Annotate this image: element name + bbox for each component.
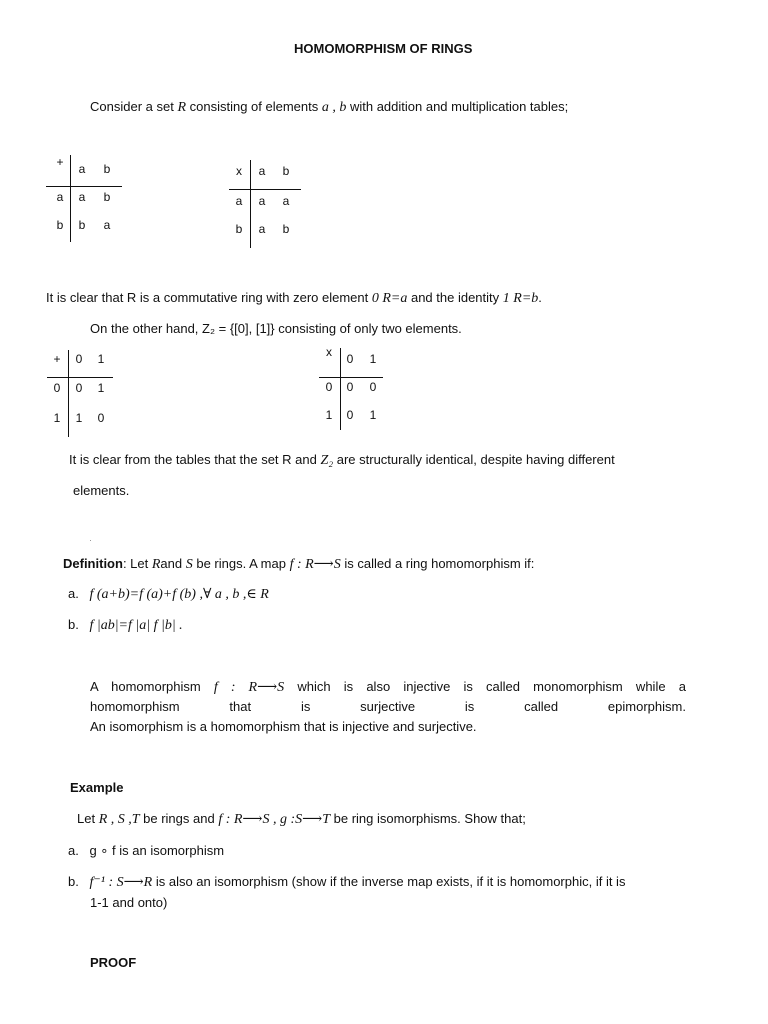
- table-cell: 1: [369, 408, 377, 422]
- table-col-header: 1: [369, 352, 377, 366]
- table-divider: [319, 377, 383, 378]
- table-cell: 0: [75, 381, 83, 395]
- example-heading: Example: [70, 780, 124, 795]
- table-cell: a: [78, 190, 86, 204]
- table-cell: a: [282, 194, 290, 208]
- list-item: a. f (a+b)=f (a)+f (b) ,∀ a , b ,∈ R: [68, 586, 269, 602]
- z2-statement: On the other hand, Z₂ = {[0], [1]} consisting of only two elements.: [90, 321, 462, 336]
- table-divider: [229, 189, 301, 190]
- table-cell: a: [103, 218, 111, 232]
- table-op-symbol: x: [326, 345, 332, 359]
- table-divider: [70, 155, 71, 242]
- table-cell: 1: [75, 411, 83, 425]
- identical-statement-line2: elements.: [73, 483, 130, 498]
- table-row-label: 1: [53, 411, 61, 425]
- table-col-header: a: [78, 162, 86, 176]
- table-cell: 1: [97, 381, 105, 395]
- definition-label: Definition: [63, 556, 123, 571]
- table-cell: 0: [97, 411, 105, 425]
- identical-statement-line1: It is clear from the tables that the set R and Z₂ are structurally identical, despite having different: [69, 452, 615, 468]
- table-cell: a: [258, 222, 266, 236]
- table-row-label: 0: [53, 381, 61, 395]
- table-row-label: 1: [325, 408, 333, 422]
- table-col-header: b: [103, 162, 111, 176]
- page-title: HOMOMORPHISM OF RINGS: [294, 41, 473, 56]
- table-row-label: b: [235, 222, 243, 236]
- table-divider: [46, 186, 122, 187]
- list-item: b. f |ab|=f |a| f |b| .: [68, 617, 183, 633]
- monomorphism-line1: A homomorphism f : R⟶S which is also injective is called monomorphism while a: [90, 679, 686, 695]
- table-col-header: b: [282, 164, 290, 178]
- table-cell: 0: [346, 408, 354, 422]
- definition-statement: Definition: Let Rand S be rings. A map f : R⟶S is called a ring homomorphism if:: [63, 556, 535, 572]
- table-cell: a: [258, 194, 266, 208]
- table-divider: [250, 160, 251, 248]
- intro-paragraph: Consider a set R consisting of elements a , b with addition and multiplication tables;: [90, 99, 569, 115]
- table-row-label: 0: [325, 380, 333, 394]
- table-op-symbol: +: [53, 352, 61, 366]
- table-col-header: 1: [97, 352, 105, 366]
- table-divider: [340, 348, 341, 430]
- table-row-label: a: [56, 190, 64, 204]
- table-col-header: 0: [75, 352, 83, 366]
- table-divider: [68, 350, 69, 437]
- table-cell: 0: [369, 380, 377, 394]
- monomorphism-line2: homomorphism that is surjective is called epimorphism.: [90, 699, 686, 714]
- table-cell: 0: [346, 380, 354, 394]
- table-col-header: 0: [346, 352, 354, 366]
- isomorphism-definition: An isomorphism is a homomorphism that is injective and surjective.: [90, 719, 477, 734]
- table-cell: b: [282, 222, 290, 236]
- list-item: a. g ∘ f is an isomorphism: [68, 843, 225, 858]
- list-item: b. f⁻¹ : S⟶R is also an isomorphism (show if the inverse map exists, if it is homomorphic, if it is: [68, 874, 626, 890]
- commutative-ring-statement: It is clear that R is a commutative ring with zero element 0 R=a and the identity 1 R=b.: [46, 290, 542, 306]
- table-cell: b: [78, 218, 86, 232]
- stray-mark: [90, 540, 91, 541]
- table-op-symbol: x: [236, 164, 242, 178]
- table-row-label: a: [235, 194, 243, 208]
- list-item-continuation: 1-1 and onto): [90, 895, 168, 910]
- table-op-symbol: +: [56, 155, 64, 169]
- proof-heading: PROOF: [90, 955, 137, 970]
- table-row-label: b: [56, 218, 64, 232]
- table-divider: [47, 377, 113, 378]
- table-cell: b: [103, 190, 111, 204]
- table-col-header: a: [258, 164, 266, 178]
- example-statement: Let R , S ,T be rings and f : R⟶S , g :S⟶T be ring isomorphisms. Show that;: [77, 811, 526, 827]
